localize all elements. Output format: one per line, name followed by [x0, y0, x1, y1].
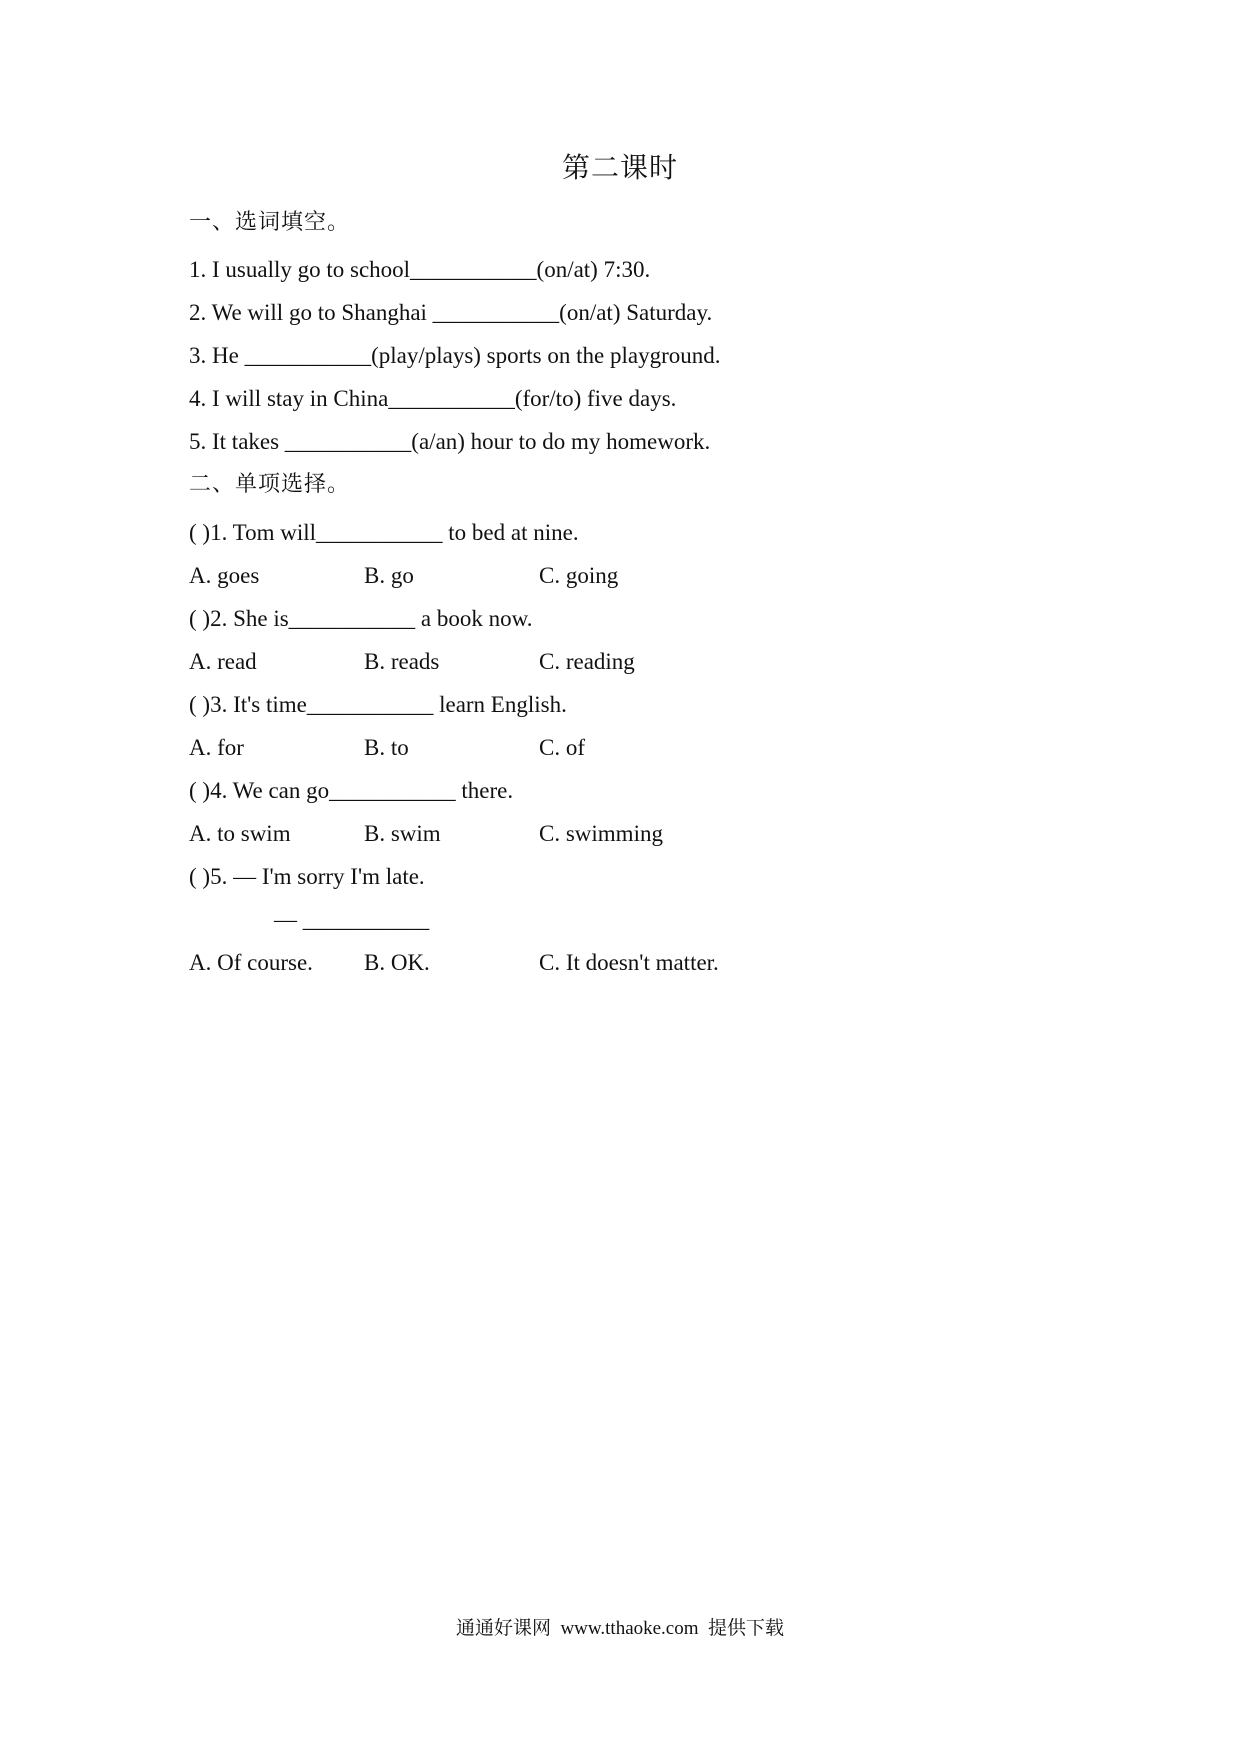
question-3-option-b: B. to: [364, 735, 409, 760]
question-3-option-a: A. for: [189, 735, 244, 760]
question-5-stem: ( )5. — I'm sorry I'm late.: [189, 864, 425, 889]
question-4-options: [189, 819, 889, 849]
section-heading-fill-in: 一、选词填空。: [189, 210, 351, 235]
footer-suffix: 提供下载: [708, 1617, 785, 1639]
fill-in-item-3: 3. He ___________(play/plays) sports on the playground.: [189, 343, 721, 368]
question-3-option-c: C. of: [539, 735, 585, 760]
question-2-options: [189, 647, 889, 677]
page-title: 第二课时: [561, 151, 678, 184]
question-5-reply: — ___________: [274, 907, 430, 932]
fill-in-item-4: 4. I will stay in China___________(for/to) five days.: [189, 386, 677, 411]
question-4-option-c: C. swimming: [539, 821, 663, 846]
question-5-option-c: C. It doesn't matter.: [539, 950, 719, 975]
footer-site-name: 通通好课网: [455, 1617, 551, 1639]
question-2-option-c: C. reading: [539, 649, 635, 674]
fill-in-item-5: 5. It takes ___________(a/an) hour to do my homework.: [189, 429, 711, 454]
footer-credit: [0, 1614, 1240, 1643]
question-4-option-b: B. swim: [364, 821, 441, 846]
question-2-option-b: B. reads: [364, 649, 440, 674]
footer-url: www.tthaoke.com: [560, 1618, 699, 1639]
section-heading-multiple-choice: 二、单项选择。: [189, 472, 351, 497]
question-2-stem: ( )2. She is___________ a book now.: [189, 606, 533, 631]
fill-in-item-1: 1. I usually go to school___________(on/at) 7:30.: [189, 257, 651, 282]
question-5-option-b: B. OK.: [364, 950, 430, 975]
question-5-option-a: A. Of course.: [189, 950, 313, 975]
question-1-option-b: B. go: [364, 563, 414, 588]
question-1-options: [189, 561, 889, 591]
question-1-option-c: C. going: [539, 563, 619, 588]
question-3-options: [189, 733, 889, 763]
question-1-stem: ( )1. Tom will___________ to bed at nine.: [189, 520, 579, 545]
fill-in-item-2: 2. We will go to Shanghai ___________(on/at) Saturday.: [189, 300, 713, 325]
question-1-option-a: A. goes: [189, 563, 260, 588]
question-4-option-a: A. to swim: [189, 821, 291, 846]
question-5-options: [189, 948, 889, 978]
question-4-stem: ( )4. We can go___________ there.: [189, 778, 514, 803]
question-3-stem: ( )3. It's time___________ learn English.: [189, 692, 567, 717]
question-2-option-a: A. read: [189, 649, 257, 674]
